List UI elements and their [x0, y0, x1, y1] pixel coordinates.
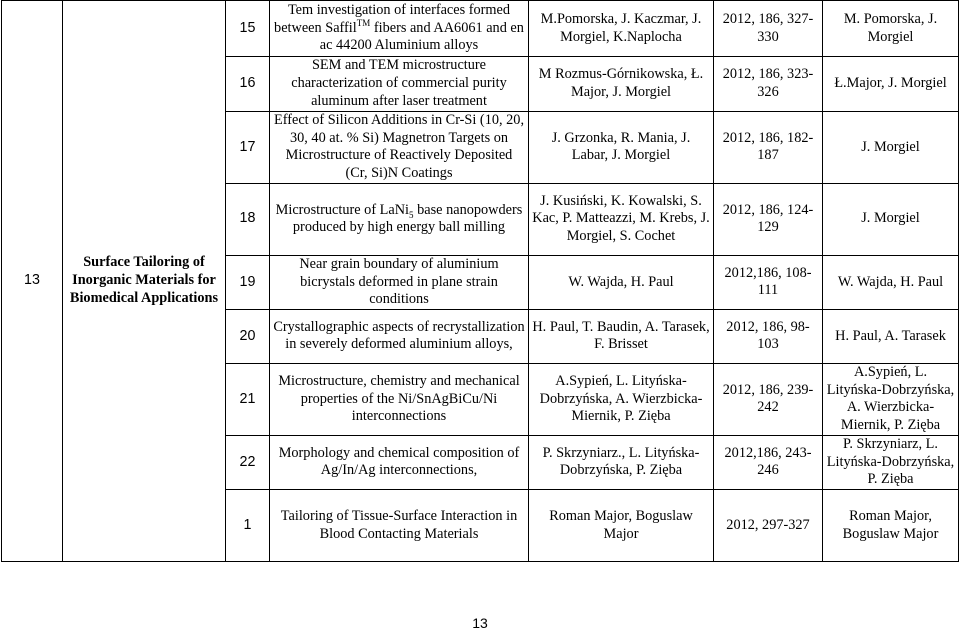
paper-title: Microstructure, chemistry and mechanical properties of the Ni/SnAgBiCu/Ni interconnections [270, 363, 529, 435]
publications-table [1, 0, 959, 562]
paper-editors: W. Wajda, H. Paul [823, 255, 959, 309]
paper-number: 16 [226, 57, 270, 112]
paper-title: Tem investigation of interfaces formed between Saffil™ fibers and AA6061 and en ac 44200 Aluminium alloys [270, 1, 529, 57]
paper-reference: 2012, 186, 98-103 [714, 309, 823, 363]
sub-reference: 2012, 297-327 [714, 490, 823, 562]
paper-authors: J. Grzonka, R. Mania, J. Labar, J. Morgiel [529, 112, 714, 184]
paper-title: Microstructure of LaNi$_5$ base nanopowders produced by high energy ball milling [270, 183, 529, 255]
paper-title: Effect of Silicon Additions in Cr-Si (10, 20, 30, 40 at. % Si) Magnetron Targets on Microstructure of Reactively Deposited (Cr, Si)N Coatings [270, 112, 529, 184]
paper-reference: 2012, 186, 239-242 [714, 363, 823, 435]
paper-authors: H. Paul, T. Baudin, A. Tarasek, F. Brisset [529, 309, 714, 363]
section-number: 13 [2, 1, 63, 562]
paper-authors: M Rozmus-Górnikowska, Ł. Major, J. Morgiel [529, 57, 714, 112]
paper-authors: J. Kusiński, K. Kowalski, S. Kac, P. Matteazzi, M. Krebs, J. Morgiel, S. Cochet [529, 183, 714, 255]
paper-reference: 2012, 186, 124-129 [714, 183, 823, 255]
paper-reference: 2012, 186, 182-187 [714, 112, 823, 184]
page-number: 13 [472, 615, 488, 631]
paper-editors: Ł.Major, J. Morgiel [823, 57, 959, 112]
paper-reference: 2012, 186, 327-330 [714, 1, 823, 57]
paper-editors: A.Sypień, L. Lityńska-Dobrzyńska, A. Wierzbicka-Miernik, P. Zięba [823, 363, 959, 435]
paper-number: 15 [226, 1, 270, 57]
paper-reference: 2012,186, 108-111 [714, 255, 823, 309]
paper-title: Morphology and chemical composition of Ag/In/Ag interconnections, [270, 435, 529, 489]
paper-number: 19 [226, 255, 270, 309]
table-row [2, 1, 959, 57]
paper-reference: 2012, 186, 323-326 [714, 57, 823, 112]
paper-number: 22 [226, 435, 270, 489]
sub-authors: Roman Major, Boguslaw Major [529, 490, 714, 562]
paper-authors: P. Skrzyniarz., L. Lityńska-Dobrzyńska, P. Zięba [529, 435, 714, 489]
paper-title: SEM and TEM microstructure characterization of commercial purity aluminum after laser treatment [270, 57, 529, 112]
paper-number: 18 [226, 183, 270, 255]
paper-editors: P. Skrzyniarz, L. Lityńska-Dobrzyńska, P. Zięba [823, 435, 959, 489]
sub-number: 1 [226, 490, 270, 562]
section-topic: Surface Tailoring of Inorganic Materials for Biomedical Applications [63, 1, 226, 562]
paper-title: Crystallographic aspects of recrystallization in severely deformed aluminium alloys, [270, 309, 529, 363]
paper-editors: M. Pomorska, J. Morgiel [823, 1, 959, 57]
paper-editors: J. Morgiel [823, 183, 959, 255]
sub-editors: Roman Major, Boguslaw Major [823, 490, 959, 562]
paper-editors: H. Paul, A. Tarasek [823, 309, 959, 363]
paper-authors: A.Sypień, L. Lityńska-Dobrzyńska, A. Wierzbicka-Miernik, P. Zięba [529, 363, 714, 435]
sub-title: Tailoring of Tissue-Surface Interaction in Blood Contacting Materials [270, 490, 529, 562]
paper-editors: J. Morgiel [823, 112, 959, 184]
paper-authors: W. Wajda, H. Paul [529, 255, 714, 309]
paper-number: 20 [226, 309, 270, 363]
paper-number: 17 [226, 112, 270, 184]
paper-number: 21 [226, 363, 270, 435]
paper-authors: M.Pomorska, J. Kaczmar, J. Morgiel, K.Naplocha [529, 1, 714, 57]
paper-reference: 2012,186, 243-246 [714, 435, 823, 489]
paper-title: Near grain boundary of aluminium bicrystals deformed in plane strain conditions [270, 255, 529, 309]
